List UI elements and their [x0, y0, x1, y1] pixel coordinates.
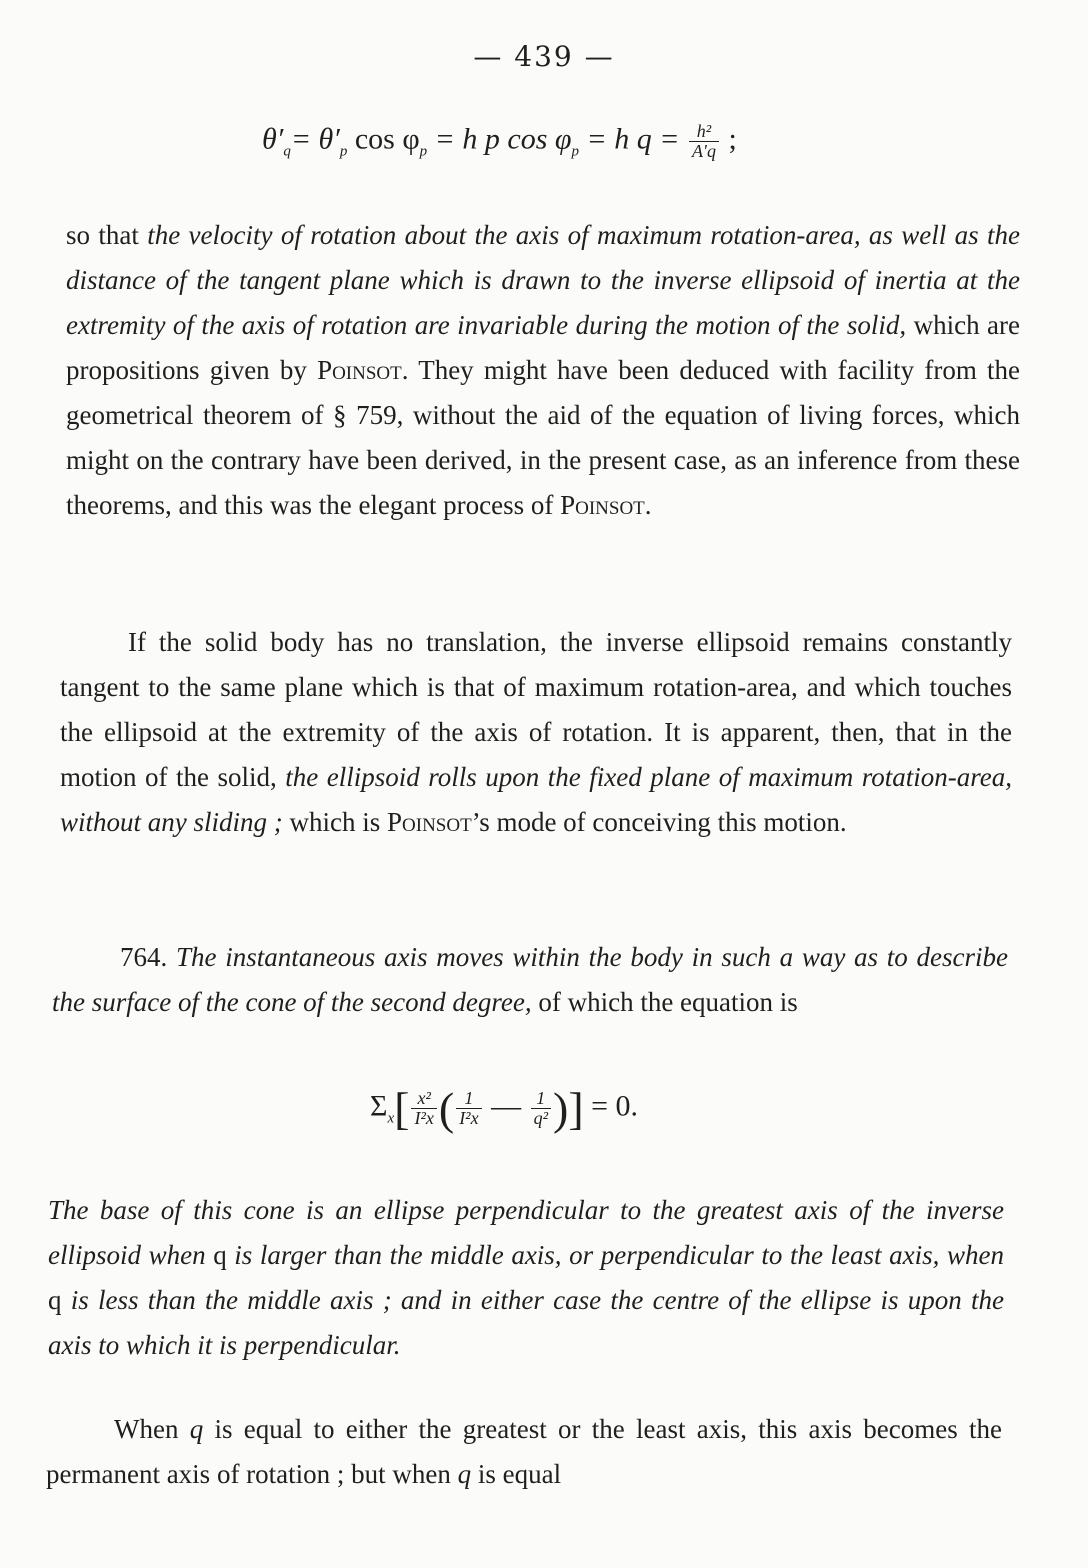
paragraph-poinsot-propositions: so that the velocity of rotation about the axis of maximum rotation-area, as well as the distance of the tangent plane which is drawn to the inverse ellipsoid of inertia at the extremity of the axis of rotation are invariable during the motion of the solid, which are propositions given by Poinsot. They might have been deduced with facility from the geometrical theorem of § 759, without the aid of the equation of living forces, which might on the contrary have been derived, in the present case, as an inference from these theorems, and this was the elegant process of Poinsot. — [66, 220, 1020, 520]
fraction-h2-over-a: $\frac{\text{h²}}{A'q}$ — [689, 122, 719, 161]
fraction-x2-over-ix2: $\frac{\text{x²}}{\text{I²x}}$ — [411, 1089, 436, 1128]
paragraph-cone-base: The base of this cone is an ellipse perpendicular to the greatest axis of the inverse ellipsoid when q is larger than the middle axis, or perpendicular to the least axis, when q is less than the middle axis ; and in either case the centre of the ellipse is upon the axis to which it is perpendicular. — [48, 1195, 1004, 1360]
paragraph-permanent-axis: When q is equal to either the greatest or the least axis, this axis becomes the permanent axis of rotation ; but when q is equal — [46, 1414, 1003, 1489]
fraction-one-over-ix2: $\frac{1}{\text{I²x}}$ — [456, 1089, 481, 1128]
equation-invariant-velocity: $\theta'_q= \theta'_p$ $\cos \varphi_p = h$ p $\cos \varphi_p = h$ q = $\frac{\text{h²}}{A'q}$ ; — [262, 121, 737, 161]
fraction-one-over-q2: $\frac{1}{\text{q²}}$ — [531, 1089, 551, 1128]
paragraph-ellipsoid-rolls: If the solid body has no translation, the inverse ellipsoid remains constantly tangent to the same plane which is that of maximum rotation-area, and which touches the ellipsoid at the extremity of the axis of rotation. It is apparent, then, that in the motion of the solid, the ellipsoid rolls upon the fixed plane of maximum rotation-area, without any sliding ; which is Poinsot’s mode of conceiving this motion. — [60, 627, 1012, 837]
paragraph-764-instantaneous-axis: 764. The instantaneous axis moves within the body in such a way as to describe the surface of the cone of the second degree, of which the equation is — [52, 942, 1009, 1017]
equation-cone-second-degree: $\Sigma_x$[ $\frac{\text{x²}}{\text{I²x}}$ ( $\frac{1}{\text{I²x}}$ — $\frac{1}{\text{q²}}$ )] = 0. — [370, 1083, 639, 1134]
page-number: — 439 — — [473, 40, 615, 73]
